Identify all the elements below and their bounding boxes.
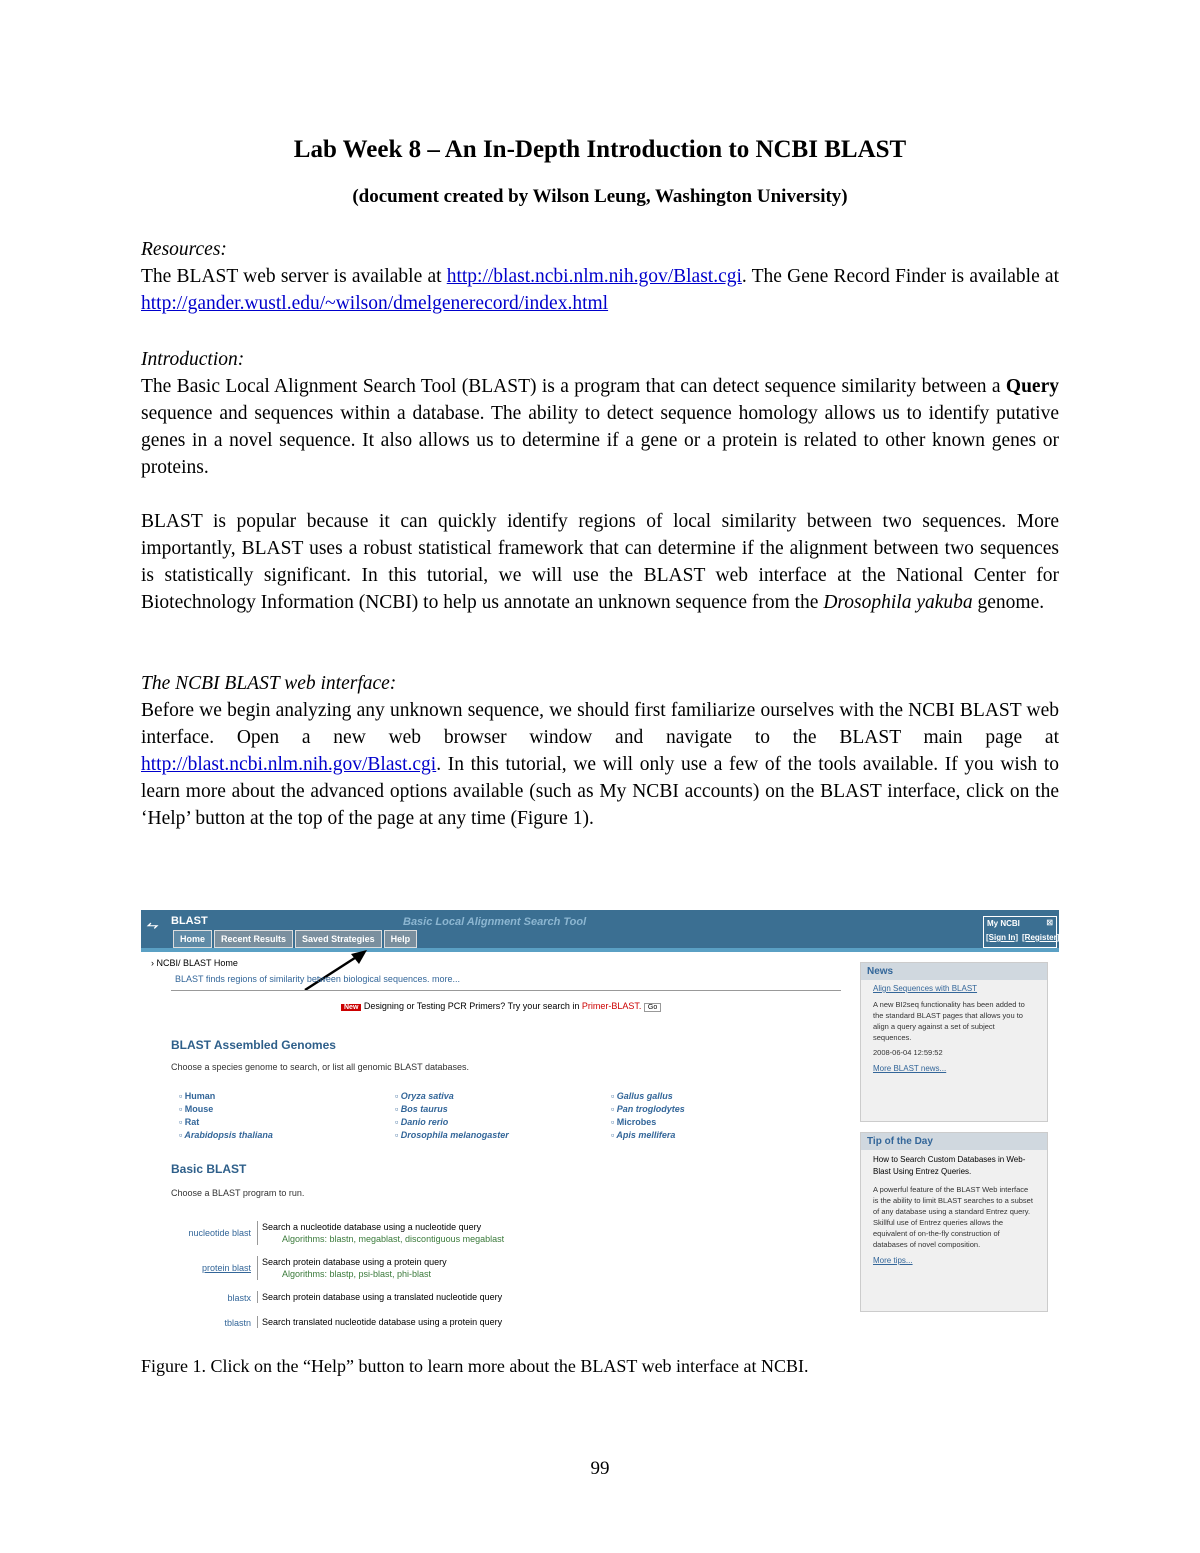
species-name: Drosophila yakuba [823, 592, 973, 613]
my-ncbi-label: My NCBI [987, 919, 1020, 928]
genomes-column-2 [395, 1090, 509, 1142]
tip-heading: Tip of the Day [861, 1133, 1047, 1150]
resources-text-1: The BLAST web server is available at [141, 266, 447, 287]
blast-main-page-link[interactable]: http://blast.ncbi.nlm.nih.gov/Blast.cgi [141, 754, 437, 775]
blast-brand: BLAST [171, 915, 208, 927]
genome-link[interactable]: ▫ Danio rerio [395, 1116, 509, 1129]
web-interface-paragraph [141, 697, 1059, 832]
my-ncbi-box [983, 916, 1057, 948]
register-link[interactable]: [Register] [1022, 933, 1059, 942]
genome-link[interactable]: ▫ Arabidopsis thaliana [179, 1129, 273, 1142]
resources-text-2: . The Gene Record Finder is available at [741, 266, 1059, 287]
genomes-subtext: Choose a species genome to search, or list all genomic BLAST databases. [171, 1062, 469, 1072]
genome-link[interactable]: ▫ Gallus gallus [611, 1090, 685, 1103]
resources-heading: Resources: [141, 239, 227, 260]
tab-recent-results[interactable]: Recent Results [214, 930, 293, 948]
figure-1-screenshot [141, 910, 1059, 1340]
program-nucleotide-blast[interactable]: nucleotide blast [188, 1228, 251, 1238]
news-text: A new BI2seq functionality has been added to the standard BLAST pages that allows you to align a query against a set of subject sequences. [873, 1000, 1025, 1042]
help-pointer-arrow-icon [301, 948, 371, 993]
tab-home[interactable]: Home [173, 930, 212, 948]
intro-text-a: The Basic Local Alignment Search Tool (BLAST) is a program that can detect sequence similarity between a [141, 376, 1006, 397]
document-subtitle: (document created by Wilson Leung, Washington University) [352, 186, 848, 207]
intro2-text-b: genome. [972, 592, 1045, 613]
intro-text-b: sequence and sequences within a database. The ability to detect sequence homology allows us to identify putative genes in a novel sequence. It also allows us to determine if a gene or a protein is related to other known genes or proteins. [141, 403, 1059, 478]
introduction-paragraph-1 [141, 373, 1059, 481]
program-desc-text: Search protein database using a protein query [262, 1257, 447, 1267]
new-badge: New [341, 1004, 361, 1011]
more-tips-link[interactable]: More tips... [873, 1256, 913, 1265]
genomes-column-1 [179, 1090, 273, 1142]
genome-link[interactable]: ▫ Oryza sativa [395, 1090, 509, 1103]
genomes-column-3 [611, 1090, 685, 1142]
news-date: 2008-06-04 12:59:52 [873, 1048, 943, 1057]
genome-link[interactable]: ▫ Pan troglodytes [611, 1103, 685, 1116]
tab-help[interactable]: Help [384, 930, 418, 948]
divider [171, 990, 841, 991]
blast-nav-tabs [173, 930, 419, 948]
program-algorithms: Algorithms: blastn, megablast, discontiguous megablast [282, 1234, 505, 1244]
resources-paragraph [141, 263, 1059, 317]
more-news-link[interactable]: More BLAST news... [873, 1064, 947, 1073]
ncbi-helix-icon: ⥊ [147, 916, 159, 932]
news-box [860, 962, 1048, 1122]
primer-blast-link[interactable]: Primer-BLAST. [581, 1001, 642, 1011]
web-interface-heading: The NCBI BLAST web interface: [141, 673, 397, 694]
introduction-heading: Introduction: [141, 349, 245, 370]
my-ncbi-toggle-icon[interactable]: ⊠ [1046, 918, 1053, 927]
blast-intro-text: BLAST finds regions of similarity between biological sequences. more... [175, 974, 460, 984]
introduction-paragraph-2 [141, 508, 1059, 616]
page-number: 99 [590, 1458, 610, 1479]
program-algorithms: Algorithms: blastp, psi-blast, phi-blast [282, 1269, 432, 1279]
genome-link[interactable]: ▫ Bos taurus [395, 1103, 509, 1116]
news-link[interactable]: Align Sequences with BLAST [873, 984, 978, 993]
basic-blast-heading: Basic BLAST [171, 1162, 247, 1176]
program-desc [257, 1316, 502, 1328]
genomes-heading: BLAST Assembled Genomes [171, 1038, 336, 1052]
document-title: Lab Week 8 – An In-Depth Introduction to NCBI BLAST [293, 136, 907, 163]
promo-text: Designing or Testing PCR Primers? Try your search in [363, 1001, 582, 1011]
program-desc-text: Search translated nucleotide database using a protein query [262, 1317, 503, 1327]
program-desc [257, 1291, 502, 1303]
intro2-text-a: BLAST is popular because it can quickly identify regions of local similarity between two sequences. More importantly, BLAST uses a robust statistical framework that can determine if the alignment between two sequences is statistically significant. In this tutorial, we will use the BLAST web interface at the National Center for Biotechnology Information (NCBI) to help us annotate an unknown sequence from the [141, 511, 1059, 613]
promo-go-button[interactable]: Go [644, 1003, 661, 1012]
genome-link[interactable]: ▫ Mouse [179, 1103, 273, 1116]
program-blastx[interactable]: blastx [227, 1293, 251, 1303]
news-heading: News [861, 963, 1047, 980]
tip-title: How to Search Custom Databases in Web-Blast Using Entrez Queries. [873, 1155, 1026, 1176]
program-desc-text: Search a nucleotide database using a nucleotide query [262, 1222, 482, 1232]
program-desc-text: Search protein database using a translated nucleotide query [262, 1292, 503, 1302]
genome-link[interactable]: ▫ Rat [179, 1116, 273, 1129]
introduction-section [141, 346, 1059, 616]
web-interface-section [141, 670, 1059, 832]
wi-text-2: . In this tutorial, we will only use a few of the tools available. If you wish to learn more about the advanced options available (such as My NCBI accounts) on the BLAST interface, click on the ‘Help’ button at the top of the page at any time (Figure 1). [141, 754, 1059, 829]
primer-blast-promo [341, 1001, 661, 1011]
program-protein-blast[interactable]: protein blast [201, 1263, 251, 1273]
blast-header-bar [141, 910, 1059, 952]
wi-text-1: Before we begin analyzing any unknown sequence, we should first familiarize ourselves with the NCBI BLAST web interface. Open a new web browser window and navigate to the BLAST main page at [141, 700, 1059, 748]
program-tblastn[interactable]: tblastn [224, 1318, 251, 1328]
program-desc [257, 1221, 504, 1245]
tip-text: A powerful feature of the BLAST Web interface is the ability to limit BLAST searches to a subset of any database using a standard Entrez query. Skillful use of Entrez queries allows the equivalent of on-the-fly construction of databases of novel composition. [873, 1185, 1033, 1249]
genome-link[interactable]: ▫ Human [179, 1090, 273, 1103]
tab-saved-strategies[interactable]: Saved Strategies [295, 930, 382, 948]
gene-record-finder-link[interactable]: http://gander.wustl.edu/~wilson/dmelgenerecord/index.html [141, 293, 609, 314]
program-desc [257, 1256, 447, 1280]
genome-link[interactable]: ▫ Apis mellifera [611, 1129, 685, 1142]
genome-link[interactable]: ▫ Drosophila melanogaster [395, 1129, 509, 1142]
tip-box [860, 1132, 1048, 1312]
resources-section [141, 236, 1059, 317]
genome-link[interactable]: ▫ Microbes [611, 1116, 685, 1129]
blast-tagline: Basic Local Alignment Search Tool [403, 916, 587, 928]
figure-caption: Figure 1. Click on the “Help” button to learn more about the BLAST web interface at NCBI. [141, 1356, 809, 1376]
sign-in-link[interactable]: [Sign In] [986, 933, 1018, 942]
blast-server-link[interactable]: http://blast.ncbi.nlm.nih.gov/Blast.cgi [446, 266, 742, 287]
intro-query-term: Query [1005, 376, 1059, 397]
breadcrumb[interactable]: › NCBI/ BLAST Home [151, 958, 238, 968]
basic-blast-subtext: Choose a BLAST program to run. [171, 1188, 305, 1198]
